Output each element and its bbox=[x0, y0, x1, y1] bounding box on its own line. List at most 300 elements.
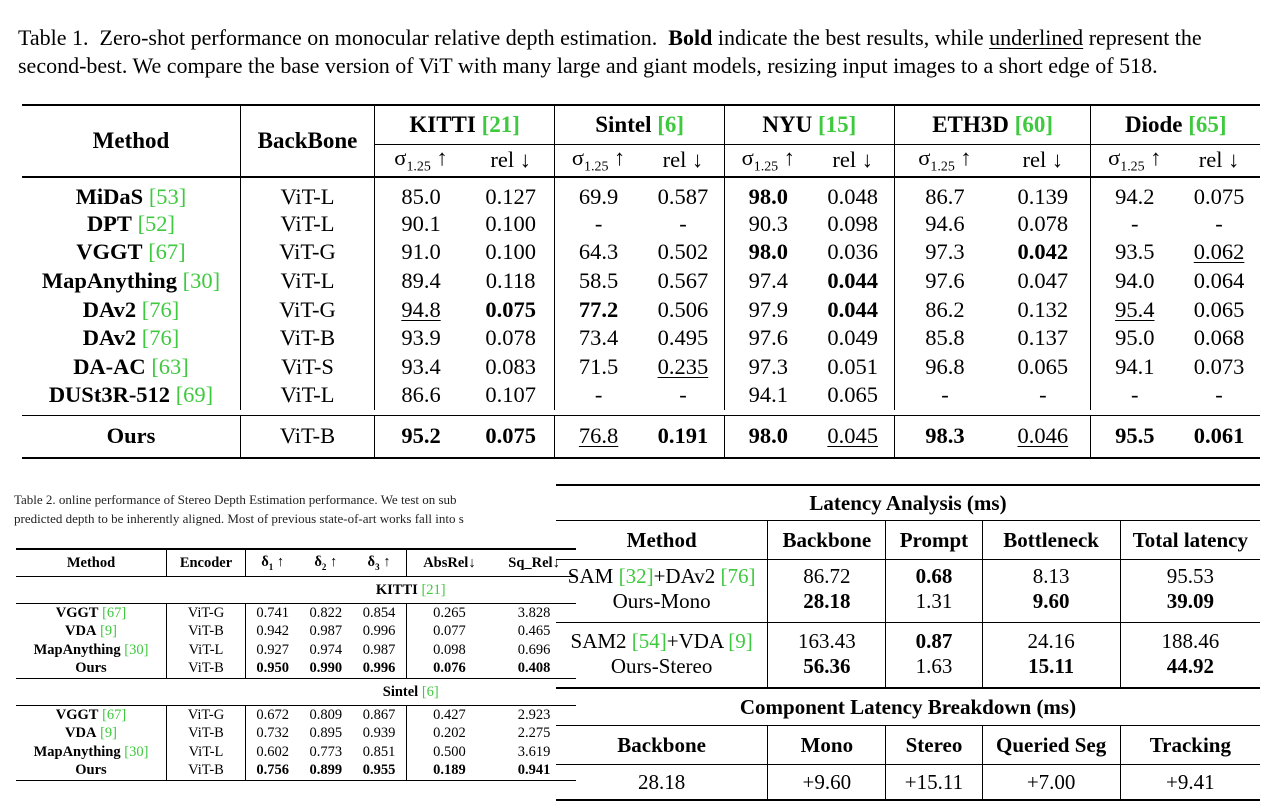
value-cell bbox=[467, 295, 555, 324]
table2-header bbox=[352, 549, 406, 577]
value: 97.6 bbox=[925, 267, 965, 293]
value-cell bbox=[1091, 295, 1178, 324]
method-name: DAv2 bbox=[82, 325, 137, 351]
value-cell bbox=[995, 295, 1091, 324]
value-cell: 0.895 bbox=[309, 725, 343, 742]
value-cell: 0.941 bbox=[492, 762, 576, 781]
value: 0.127 bbox=[485, 183, 536, 209]
value: 0.235 bbox=[657, 353, 709, 379]
value-cell: 0.927 bbox=[256, 641, 289, 658]
value-cell bbox=[1178, 210, 1260, 239]
backbone-cell: ViT-B bbox=[241, 324, 375, 353]
value: 98.0 bbox=[748, 183, 788, 209]
table2-region bbox=[14, 490, 560, 800]
header-label: Encoder bbox=[179, 554, 233, 571]
metric-rel: rel bbox=[490, 147, 515, 173]
value-cell: 0.602 bbox=[256, 743, 289, 760]
dataset-citation: [60] bbox=[1014, 112, 1053, 137]
method-cell bbox=[22, 324, 241, 353]
value-cell bbox=[642, 295, 725, 324]
breakdown-header: Queried Seg bbox=[982, 726, 1120, 765]
method-name: MapAnything bbox=[33, 641, 121, 658]
method-name: Ours-Mono bbox=[612, 589, 711, 613]
encoder-cell: ViT-B bbox=[167, 725, 246, 744]
value-cell: 0.189 bbox=[406, 762, 492, 781]
value-cell: 0.851 bbox=[352, 743, 406, 762]
metric-sigma-sub: 1.25 bbox=[930, 159, 955, 175]
table2-header bbox=[16, 549, 167, 577]
value-cell: 3.828 bbox=[517, 604, 551, 621]
value-cell bbox=[812, 238, 895, 267]
ours-row bbox=[22, 416, 1260, 458]
value-cell bbox=[467, 324, 555, 353]
table2-row bbox=[16, 762, 576, 781]
metric-sigma-header bbox=[725, 145, 812, 177]
value: 0.049 bbox=[827, 325, 878, 351]
table2-section-row bbox=[16, 679, 576, 706]
value: - bbox=[941, 382, 949, 408]
value-cell bbox=[725, 177, 812, 210]
value-cell: 0.854 bbox=[352, 604, 406, 623]
value-cell bbox=[812, 324, 895, 353]
value-cell bbox=[1178, 381, 1260, 410]
value: 77.2 bbox=[578, 296, 619, 322]
value-cell: 0.990 bbox=[299, 660, 352, 679]
value: 0.191 bbox=[657, 423, 709, 449]
value-cell bbox=[555, 381, 642, 410]
table2-row bbox=[16, 706, 576, 725]
value-cell bbox=[812, 267, 895, 296]
table3-header: Bottleneck bbox=[982, 521, 1120, 560]
value-cell bbox=[995, 177, 1091, 210]
value-cell bbox=[467, 267, 555, 296]
table2-row bbox=[16, 604, 576, 623]
section-spacer bbox=[16, 577, 246, 604]
encoder-cell: ViT-B bbox=[167, 660, 246, 679]
table2-header bbox=[246, 549, 300, 577]
method-cell bbox=[16, 641, 167, 660]
value-cell bbox=[1091, 381, 1178, 410]
value: - bbox=[1131, 210, 1139, 236]
value: 97.4 bbox=[748, 267, 788, 293]
table2-header bbox=[167, 549, 246, 577]
value: 64.3 bbox=[578, 239, 619, 265]
metric-sigma: σ bbox=[571, 145, 585, 170]
value-cell: 188.46 bbox=[1161, 629, 1220, 653]
dataset-citation: [65] bbox=[1188, 112, 1227, 137]
value: 0.137 bbox=[1017, 325, 1069, 351]
dataset-citation: [15] bbox=[817, 112, 857, 137]
metric-rel: rel bbox=[1198, 147, 1223, 173]
section-title bbox=[246, 679, 577, 706]
up-arrow-icon: ↑ bbox=[379, 554, 391, 571]
backbone-cell: ViT-L bbox=[241, 177, 375, 210]
method-cell bbox=[22, 267, 241, 296]
breakdown-header: Tracking bbox=[1120, 726, 1260, 765]
method-citation: [30] bbox=[182, 267, 221, 293]
value-cell bbox=[1178, 295, 1260, 324]
value-cell: 0.077 bbox=[433, 623, 466, 640]
value-cell bbox=[642, 416, 725, 458]
section-name: KITTI bbox=[375, 581, 418, 598]
value-cell bbox=[812, 352, 895, 381]
value-cell: 0.408 bbox=[492, 660, 576, 679]
value-cell: 0.672 bbox=[256, 706, 289, 723]
value-cell bbox=[467, 352, 555, 381]
value: 97.9 bbox=[748, 296, 788, 322]
value-cell bbox=[1091, 238, 1178, 267]
metric-sigma-header bbox=[375, 145, 468, 177]
value-cell bbox=[995, 238, 1091, 267]
value: 0.061 bbox=[1193, 423, 1245, 449]
value-cell: 39.09 bbox=[1120, 589, 1260, 623]
up-arrow-icon: ↑ bbox=[1144, 145, 1162, 170]
dataset-name: Sintel bbox=[595, 112, 652, 137]
value-cell bbox=[555, 352, 642, 381]
delta-symbol: δ bbox=[314, 554, 322, 571]
metric-rel: rel bbox=[662, 147, 687, 173]
up-arrow-icon: ↑ bbox=[778, 145, 795, 170]
table3-row bbox=[556, 560, 1260, 590]
table3-header: Backbone bbox=[768, 521, 886, 560]
value: 0.044 bbox=[827, 296, 878, 322]
value-cell bbox=[555, 267, 642, 296]
method-name: +VDA bbox=[666, 629, 729, 653]
down-arrow-icon: ↓ bbox=[1046, 147, 1064, 173]
value-cell: 0.098 bbox=[433, 641, 466, 658]
value: 95.5 bbox=[1115, 423, 1155, 449]
value: - bbox=[1131, 382, 1139, 408]
table3-row bbox=[556, 623, 1260, 655]
value-cell bbox=[725, 210, 812, 239]
value-cell: 1.31 bbox=[886, 589, 982, 623]
down-arrow-icon: ↓ bbox=[856, 147, 873, 173]
table2-row bbox=[16, 660, 576, 679]
value-cell bbox=[894, 416, 995, 458]
table2-caption: Table 2. online performance of Stereo Depth Estimation performance. We test on sub predicted depth to be inherently aligned. Most of previous state-of-art works fall into s bbox=[14, 492, 464, 526]
metric-sigma: σ bbox=[918, 145, 931, 170]
value: 0.065 bbox=[827, 382, 878, 408]
value-cell bbox=[467, 416, 555, 458]
value-cell bbox=[1178, 238, 1260, 267]
value: 0.047 bbox=[1017, 267, 1069, 293]
value-cell bbox=[995, 324, 1091, 353]
metric-rel-header bbox=[467, 145, 555, 177]
up-arrow-icon: ↑ bbox=[273, 554, 285, 571]
value-cell: 0.955 bbox=[352, 762, 406, 781]
breakdown-header: Backbone bbox=[556, 726, 768, 765]
value: 0.083 bbox=[485, 353, 536, 379]
table2-row bbox=[16, 725, 576, 744]
value-cell: 0.076 bbox=[406, 660, 492, 679]
dataset-name: NYU bbox=[762, 112, 813, 137]
value-cell bbox=[1091, 416, 1178, 458]
value: 0.065 bbox=[1193, 296, 1245, 322]
backbone-cell: ViT-G bbox=[241, 295, 375, 324]
value-cell bbox=[894, 324, 995, 353]
value: 0.046 bbox=[1017, 423, 1069, 449]
breakdown-header: Stereo bbox=[886, 726, 982, 765]
encoder-cell: ViT-B bbox=[167, 762, 246, 781]
table1 bbox=[22, 104, 1260, 459]
value: 0.495 bbox=[657, 325, 709, 351]
method-name: MapAnything bbox=[41, 267, 177, 293]
method-citation: [9] bbox=[100, 623, 117, 640]
dataset-header bbox=[555, 105, 725, 145]
value-cell bbox=[894, 210, 995, 239]
method-name: DPT bbox=[86, 210, 132, 236]
value: 0.075 bbox=[485, 423, 536, 449]
delta-sub: 2 bbox=[321, 561, 327, 572]
backbone-cell: ViT-B bbox=[241, 416, 375, 458]
metric-sigma-sub: 1.25 bbox=[753, 159, 779, 175]
value-cell bbox=[642, 210, 725, 239]
method-name: VGGT bbox=[55, 706, 99, 723]
method-cell bbox=[556, 589, 768, 623]
value: 97.3 bbox=[925, 239, 965, 265]
breakdown-value: +7.00 bbox=[982, 765, 1120, 801]
value-cell: 28.18 bbox=[768, 589, 886, 623]
value-cell: 0.773 bbox=[309, 743, 343, 760]
dataset-name: Diode bbox=[1124, 112, 1183, 137]
value: 90.1 bbox=[401, 210, 441, 236]
dataset-name: KITTI bbox=[409, 112, 476, 137]
value: 69.9 bbox=[578, 183, 619, 209]
value: - bbox=[1215, 382, 1223, 408]
table-row bbox=[22, 210, 1260, 239]
value-cell bbox=[642, 267, 725, 296]
value: 0.051 bbox=[827, 353, 878, 379]
value: 0.075 bbox=[485, 296, 536, 322]
breakdown-values-row bbox=[556, 765, 1260, 801]
value: 73.4 bbox=[578, 325, 619, 351]
method-cell bbox=[556, 654, 768, 688]
value-cell bbox=[894, 177, 995, 210]
encoder-cell: ViT-L bbox=[167, 641, 246, 660]
section-citation: [6] bbox=[421, 683, 439, 700]
value: 0.068 bbox=[1193, 325, 1245, 351]
metric-sigma: σ bbox=[394, 145, 407, 170]
value-cell: 0.696 bbox=[517, 641, 551, 658]
value-cell bbox=[467, 238, 555, 267]
table-row bbox=[22, 352, 1260, 381]
value-cell bbox=[1091, 177, 1178, 210]
up-arrow-icon: ↑ bbox=[326, 554, 338, 571]
value: 0.506 bbox=[657, 296, 709, 322]
encoder-cell: ViT-B bbox=[167, 623, 246, 642]
metric-rel: rel bbox=[832, 147, 857, 173]
value: 76.8 bbox=[578, 423, 619, 449]
value: 94.6 bbox=[925, 210, 965, 236]
value-cell bbox=[725, 416, 812, 458]
value-cell bbox=[894, 381, 995, 410]
value-cell: 0.899 bbox=[299, 762, 352, 781]
value-cell bbox=[995, 416, 1091, 458]
value: 86.2 bbox=[925, 296, 965, 322]
method-cell bbox=[22, 210, 241, 239]
value-cell: 2.923 bbox=[517, 706, 551, 723]
value-cell bbox=[642, 352, 725, 381]
value-cell: 0.942 bbox=[256, 623, 289, 640]
value: 0.107 bbox=[485, 382, 536, 408]
value-cell: 0.465 bbox=[517, 623, 551, 640]
value: 0.065 bbox=[1017, 353, 1069, 379]
value-cell bbox=[725, 267, 812, 296]
method-cell bbox=[16, 604, 167, 623]
value-cell: 56.36 bbox=[768, 654, 886, 688]
value-cell bbox=[1178, 267, 1260, 296]
value-cell bbox=[642, 177, 725, 210]
method-citation: [30] bbox=[124, 641, 149, 658]
value-cell bbox=[725, 238, 812, 267]
value-cell bbox=[467, 381, 555, 410]
method-name: Ours-Stereo bbox=[610, 654, 713, 678]
value-cell: 9.60 bbox=[982, 589, 1120, 623]
method-name: MiDaS bbox=[75, 183, 144, 209]
method-name: Ours bbox=[106, 423, 156, 449]
value-cell bbox=[894, 267, 995, 296]
value-cell bbox=[812, 210, 895, 239]
method-name: SAM bbox=[567, 564, 619, 588]
method-cell bbox=[22, 416, 241, 458]
value-cell bbox=[894, 238, 995, 267]
dataset-header bbox=[725, 105, 895, 145]
value-cell bbox=[375, 381, 468, 410]
value-cell bbox=[1178, 352, 1260, 381]
value-cell bbox=[725, 295, 812, 324]
value: 93.9 bbox=[401, 325, 441, 351]
value-cell bbox=[812, 416, 895, 458]
value: 89.4 bbox=[401, 267, 441, 293]
table-row bbox=[22, 381, 1260, 410]
value-cell bbox=[995, 352, 1091, 381]
metric-sigma: σ bbox=[741, 145, 754, 170]
metric-sigma-header bbox=[894, 145, 995, 177]
method-citation: [76] bbox=[141, 296, 180, 322]
value: 71.5 bbox=[578, 353, 619, 379]
metric-rel-header bbox=[995, 145, 1091, 177]
value-cell bbox=[375, 238, 468, 267]
breakdown-header: Mono bbox=[768, 726, 886, 765]
delta-symbol: δ bbox=[367, 554, 376, 571]
table-row bbox=[22, 267, 1260, 296]
header-label: Sq_Rel bbox=[508, 554, 553, 571]
breakdown-value: +15.11 bbox=[886, 765, 982, 801]
value: 0.567 bbox=[657, 267, 709, 293]
value: 0.587 bbox=[657, 183, 709, 209]
value-cell: 86.72 bbox=[768, 560, 886, 590]
table3-title: Latency Analysis (ms) bbox=[556, 485, 1260, 521]
value-cell: 2.275 bbox=[517, 725, 551, 742]
value-cell bbox=[1091, 352, 1178, 381]
table3-title-row bbox=[556, 485, 1260, 521]
metric-rel-header bbox=[642, 145, 725, 177]
value-cell: 0.974 bbox=[309, 641, 343, 658]
method-cell bbox=[22, 238, 241, 267]
encoder-cell: ViT-G bbox=[167, 706, 246, 725]
value: 97.6 bbox=[748, 325, 788, 351]
down-arrow-icon: ↓ bbox=[1222, 147, 1240, 173]
value-cell: 0.756 bbox=[246, 762, 300, 781]
header-label: AbsRel bbox=[423, 554, 469, 571]
method-name: DA-AC bbox=[73, 353, 146, 379]
value: 86.6 bbox=[401, 382, 441, 408]
value: 0.075 bbox=[1193, 183, 1245, 209]
value-cell bbox=[1091, 267, 1178, 296]
value: - bbox=[1215, 210, 1223, 236]
value-cell bbox=[812, 177, 895, 210]
value-cell bbox=[812, 295, 895, 324]
method-name: MapAnything bbox=[33, 743, 121, 760]
metric-rel: rel bbox=[1022, 147, 1047, 173]
value-cell: 0.822 bbox=[309, 604, 343, 621]
value-cell: 0.939 bbox=[352, 725, 406, 744]
table-row bbox=[22, 177, 1260, 210]
method-name: DAv2 bbox=[82, 296, 137, 322]
value: 0.036 bbox=[827, 239, 878, 265]
value-cell bbox=[1178, 324, 1260, 353]
method-cell bbox=[22, 177, 241, 210]
down-arrow-icon: ↓ bbox=[468, 554, 476, 571]
breakdown-value: +9.60 bbox=[768, 765, 886, 801]
method-citation: [52] bbox=[137, 210, 176, 236]
value-cell bbox=[555, 177, 642, 210]
value: 95.2 bbox=[401, 423, 441, 449]
value: 0.132 bbox=[1017, 296, 1069, 322]
value-cell bbox=[555, 416, 642, 458]
backbone-cell: ViT-L bbox=[241, 381, 375, 410]
table3-header-row bbox=[556, 521, 1260, 560]
value: 91.0 bbox=[401, 239, 441, 265]
backbone-cell: ViT-L bbox=[241, 210, 375, 239]
value: 94.2 bbox=[1115, 183, 1155, 209]
table2-section-row bbox=[16, 577, 576, 604]
value: 85.8 bbox=[925, 325, 965, 351]
section-citation: [21] bbox=[421, 581, 446, 598]
value: 0.502 bbox=[657, 239, 709, 265]
value: 90.3 bbox=[748, 210, 788, 236]
value-cell: 3.619 bbox=[517, 743, 551, 760]
value: 0.100 bbox=[485, 210, 536, 236]
table3-latency bbox=[556, 484, 1260, 801]
encoder-cell: ViT-L bbox=[167, 743, 246, 762]
value: 0.118 bbox=[485, 267, 536, 293]
method-name: VDA bbox=[65, 623, 97, 640]
dataset-header bbox=[375, 105, 555, 145]
method-cell bbox=[16, 762, 167, 781]
table2-row bbox=[16, 623, 576, 642]
encoder-cell: ViT-G bbox=[167, 604, 246, 623]
value-cell: 163.43 bbox=[768, 623, 886, 655]
method-cell bbox=[16, 660, 167, 679]
dataset-header bbox=[894, 105, 1091, 145]
method-citation: [30] bbox=[124, 743, 149, 760]
value-cell bbox=[995, 267, 1091, 296]
value-cell bbox=[375, 267, 468, 296]
dataset-citation: [21] bbox=[481, 112, 520, 137]
value-cell bbox=[467, 177, 555, 210]
value: 97.3 bbox=[748, 353, 788, 379]
backbone-cell: ViT-S bbox=[241, 352, 375, 381]
up-arrow-icon: ↑ bbox=[608, 145, 626, 170]
method-citation: [9] bbox=[728, 629, 753, 653]
method-cell bbox=[16, 623, 167, 642]
value: 0.073 bbox=[1193, 353, 1245, 379]
breakdown-title-row bbox=[556, 688, 1260, 726]
section-name: Sintel bbox=[382, 683, 419, 700]
value: - bbox=[1039, 382, 1047, 408]
value-cell: 0.867 bbox=[352, 706, 406, 725]
